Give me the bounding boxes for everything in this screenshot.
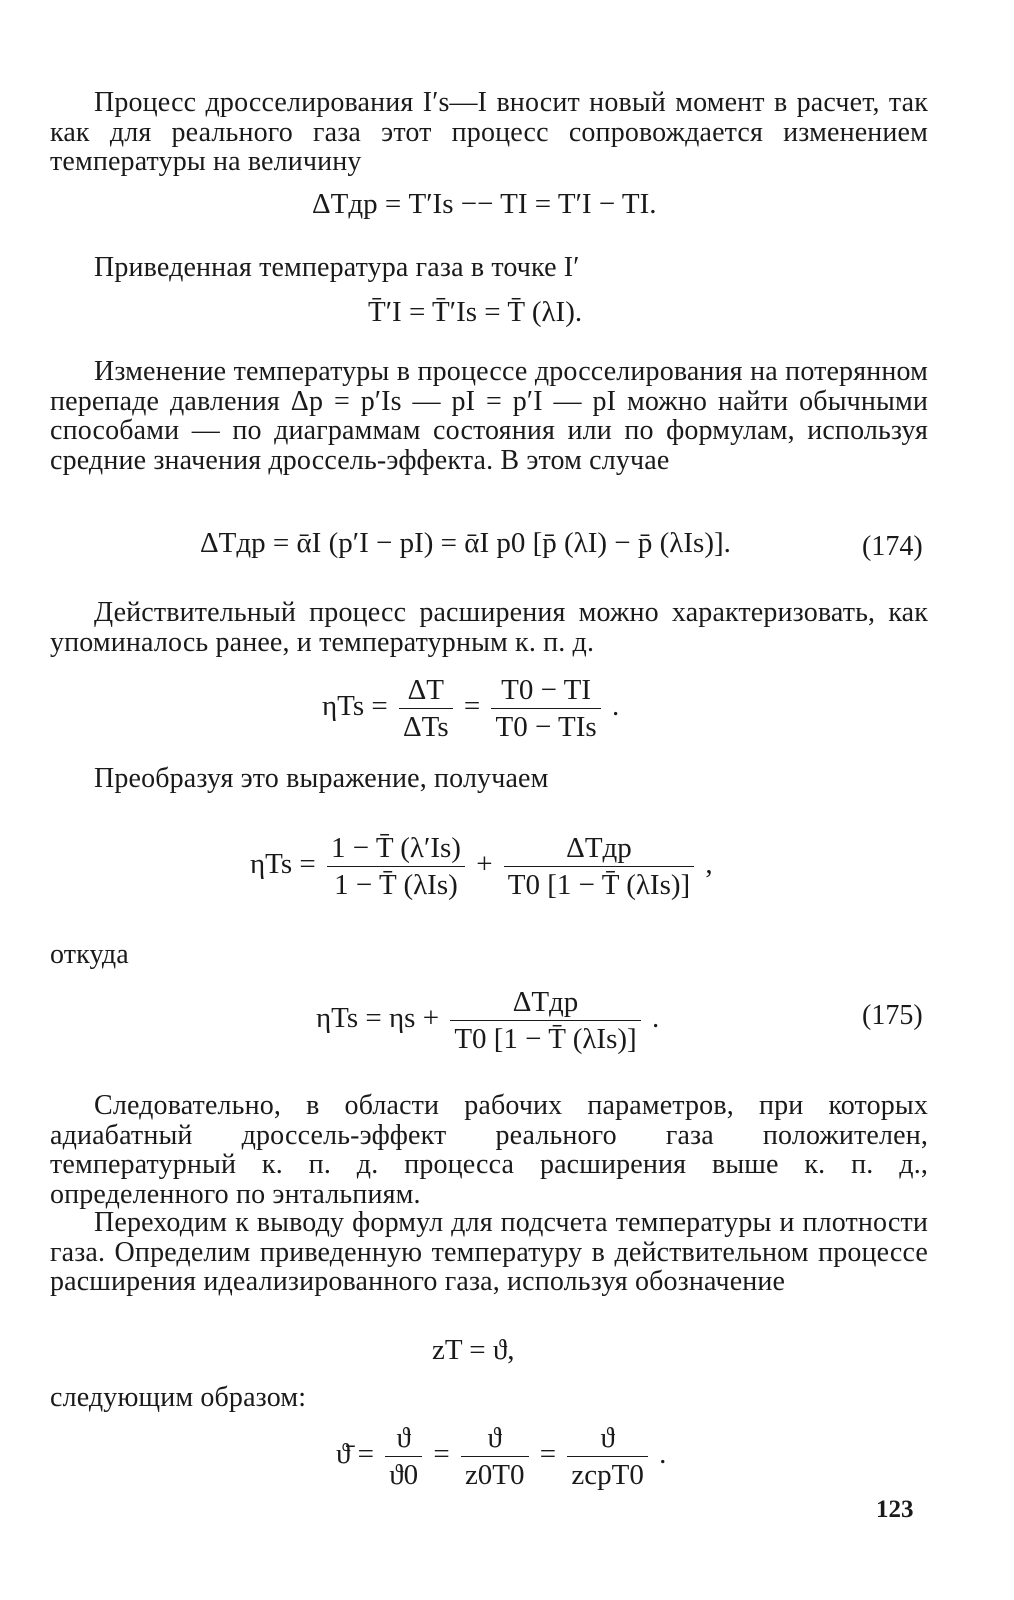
fraction (327, 832, 465, 901)
denominator: T0 − TIs (495, 711, 597, 743)
equals-sign: = (539, 1438, 557, 1471)
period: . (659, 1438, 667, 1471)
formula-174: ΔTдр = ᾱI (p′I − pI) = ᾱI p0 [p̄ (λI) − p̄ (λIs)]. (200, 527, 731, 559)
numerator: ΔTдр (504, 832, 694, 867)
equals-sign: = (463, 690, 481, 723)
paragraph-as-follows: следующим образом: (50, 1382, 307, 1413)
paragraph-whence: откуда (50, 939, 129, 970)
formula-lhs: ϑ̄ = (336, 1438, 374, 1471)
formula-lhs: ηTs = (322, 690, 388, 723)
denominator: ΔTs (403, 711, 449, 743)
equation-number-174: (174) (862, 531, 923, 562)
formula-delta-t-dr: ΔTдр = T′Is −− TI = T′I − TI. (312, 188, 657, 220)
formula-transformed (250, 832, 713, 901)
equals-sign: = (433, 1438, 450, 1471)
denominator: z0T0 (464, 1459, 525, 1491)
paragraph-reduced-temperature: Приведенная температура газа в точке I′ (94, 252, 580, 283)
period: . (651, 1002, 660, 1035)
denominator: T0 [1 − T̄ (λIs)] (454, 1023, 637, 1055)
paragraph-actual-process: Действительный процесс расширения можно характеризовать, как упоминалось ранее, и температурным к. п. д. (50, 597, 928, 658)
formula-temperature-efficiency (322, 674, 619, 743)
numerator: ϑ (567, 1422, 647, 1457)
formula-reduced-temperature: T̄′I = T̄′Is = T̄ (λI). (368, 296, 583, 328)
fraction (504, 832, 694, 901)
plus-sign: + (476, 848, 493, 881)
denominator: ϑ0 (389, 1459, 419, 1491)
fraction (450, 986, 640, 1055)
formula-lhs: ηTs = (250, 848, 316, 881)
fraction (399, 674, 453, 743)
numerator: ϑ (385, 1422, 422, 1457)
denominator: 1 − T̄ (λIs) (334, 869, 458, 901)
equation-number-175: (175) (862, 1000, 923, 1031)
paragraph-consequently: Следовательно, в области рабочих параметров, при которых адиабатный дроссель-эффект реального газа положителен, температурный к. п. д. процесса расширения выше к. п. д., определенного по энтальпиям. (50, 1090, 928, 1210)
numerator: ϑ (461, 1422, 529, 1457)
page-number: 123 (876, 1496, 914, 1523)
denominator: zсрT0 (571, 1459, 644, 1491)
numerator: ΔT (399, 674, 453, 709)
formula-notation: zT = ϑ, (432, 1334, 515, 1366)
fraction (385, 1422, 422, 1491)
comma: , (705, 848, 713, 881)
period: . (611, 690, 620, 723)
denominator: T0 [1 − T̄ (λIs)] (507, 869, 691, 901)
formula-reduced-theta (336, 1422, 666, 1491)
paragraph-transforming: Преобразуя это выражение, получаем (94, 763, 549, 794)
numerator: ΔTдр (450, 986, 640, 1021)
paragraph-throttling-process: Процесс дросселирования I′s—I вносит новый момент в расчет, так как для реального газа этот процесс сопровождается изменением температуры на величину (50, 87, 928, 177)
paragraph-temperature-change: Изменение температуры в процессе дросселирования на потерянном перепаде давления Δp = p′Is — pI = p′I — pI можно найти обычными способами — по диаграммам состояния или по формулам, используя средние значения дроссель-эффекта. В этом случае (50, 356, 928, 476)
numerator: T0 − TI (491, 674, 600, 709)
paragraph-derivation: Переходим к выводу формул для подсчета температуры и плотности газа. Определим приведенную температуру в действительном процессе расширения идеализированного газа, используя обозначение (50, 1207, 928, 1297)
fraction (491, 674, 600, 743)
formula-lhs: ηTs = ηs + (316, 1002, 440, 1035)
numerator: 1 − T̄ (λ′Is) (327, 832, 465, 867)
fraction (567, 1422, 647, 1491)
fraction (461, 1422, 529, 1491)
formula-175 (316, 986, 659, 1055)
